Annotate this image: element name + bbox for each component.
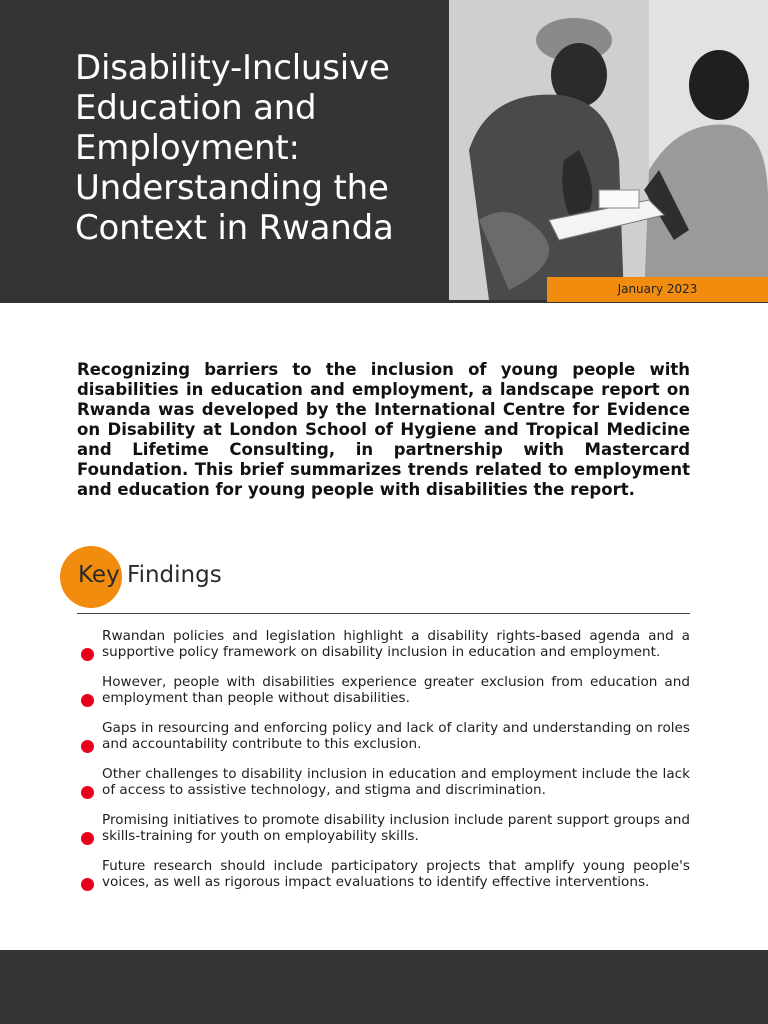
key-findings-list [78,628,690,904]
document-title: Disability-Inclusive Education and Employment: Understanding the Context in Rwanda [75,48,394,248]
finding-item [78,720,690,752]
key-findings-title-rest: Findings [119,562,222,588]
finding-text: Rwandan policies and legislation highlight a disability rights-based agenda and a supportive policy framework on disability inclusion in education and employment. [102,628,690,660]
finding-item [78,674,690,706]
bullet-dot-icon [81,694,94,707]
key-findings-title-highlight: Key [78,562,120,588]
intro-paragraph: Recognizing barriers to the inclusion of young people with disabilities in education and employment, a landscape report on Rwanda was developed by the International Centre for Evidence on Disability at London School of Hygiene and Tropical Medicine and Lifetime Consulting, in partnership with Mastercard Foundation. This brief summarizes trends related to employment and education for young people with disabilities the report. [77,360,690,499]
bullet-dot-icon [81,832,94,845]
key-findings-heading [78,560,222,590]
finding-text: However, people with disabilities experience greater exclusion from education and employment than people without disabilities. [102,674,690,706]
finding-text: Promising initiatives to promote disability inclusion include parent support groups and skills-training for youth on employability skills. [102,812,690,844]
finding-item [78,812,690,844]
bullet-dot-icon [81,786,94,799]
finding-text: Other challenges to disability inclusion in education and employment include the lack of access to assistive technology, and stigma and discrimination. [102,766,690,798]
finding-item [78,766,690,798]
bullet-dot-icon [81,648,94,661]
date-badge: January 2023 [547,277,768,302]
cover-photo [449,0,768,300]
finding-item [78,628,690,660]
photo-two-people-with-device-icon [449,0,768,300]
finding-text: Future research should include participatory projects that amplify young people's voices, as well as rigorous impact evaluations to identify effective interventions. [102,858,690,890]
bullet-dot-icon [81,878,94,891]
footer-band [0,950,768,1024]
bullet-dot-icon [81,740,94,753]
finding-item [78,858,690,890]
finding-text: Gaps in resourcing and enforcing policy and lack of clarity and understanding on roles and accountability contribute to this exclusion. [102,720,690,752]
section-divider [77,613,690,614]
